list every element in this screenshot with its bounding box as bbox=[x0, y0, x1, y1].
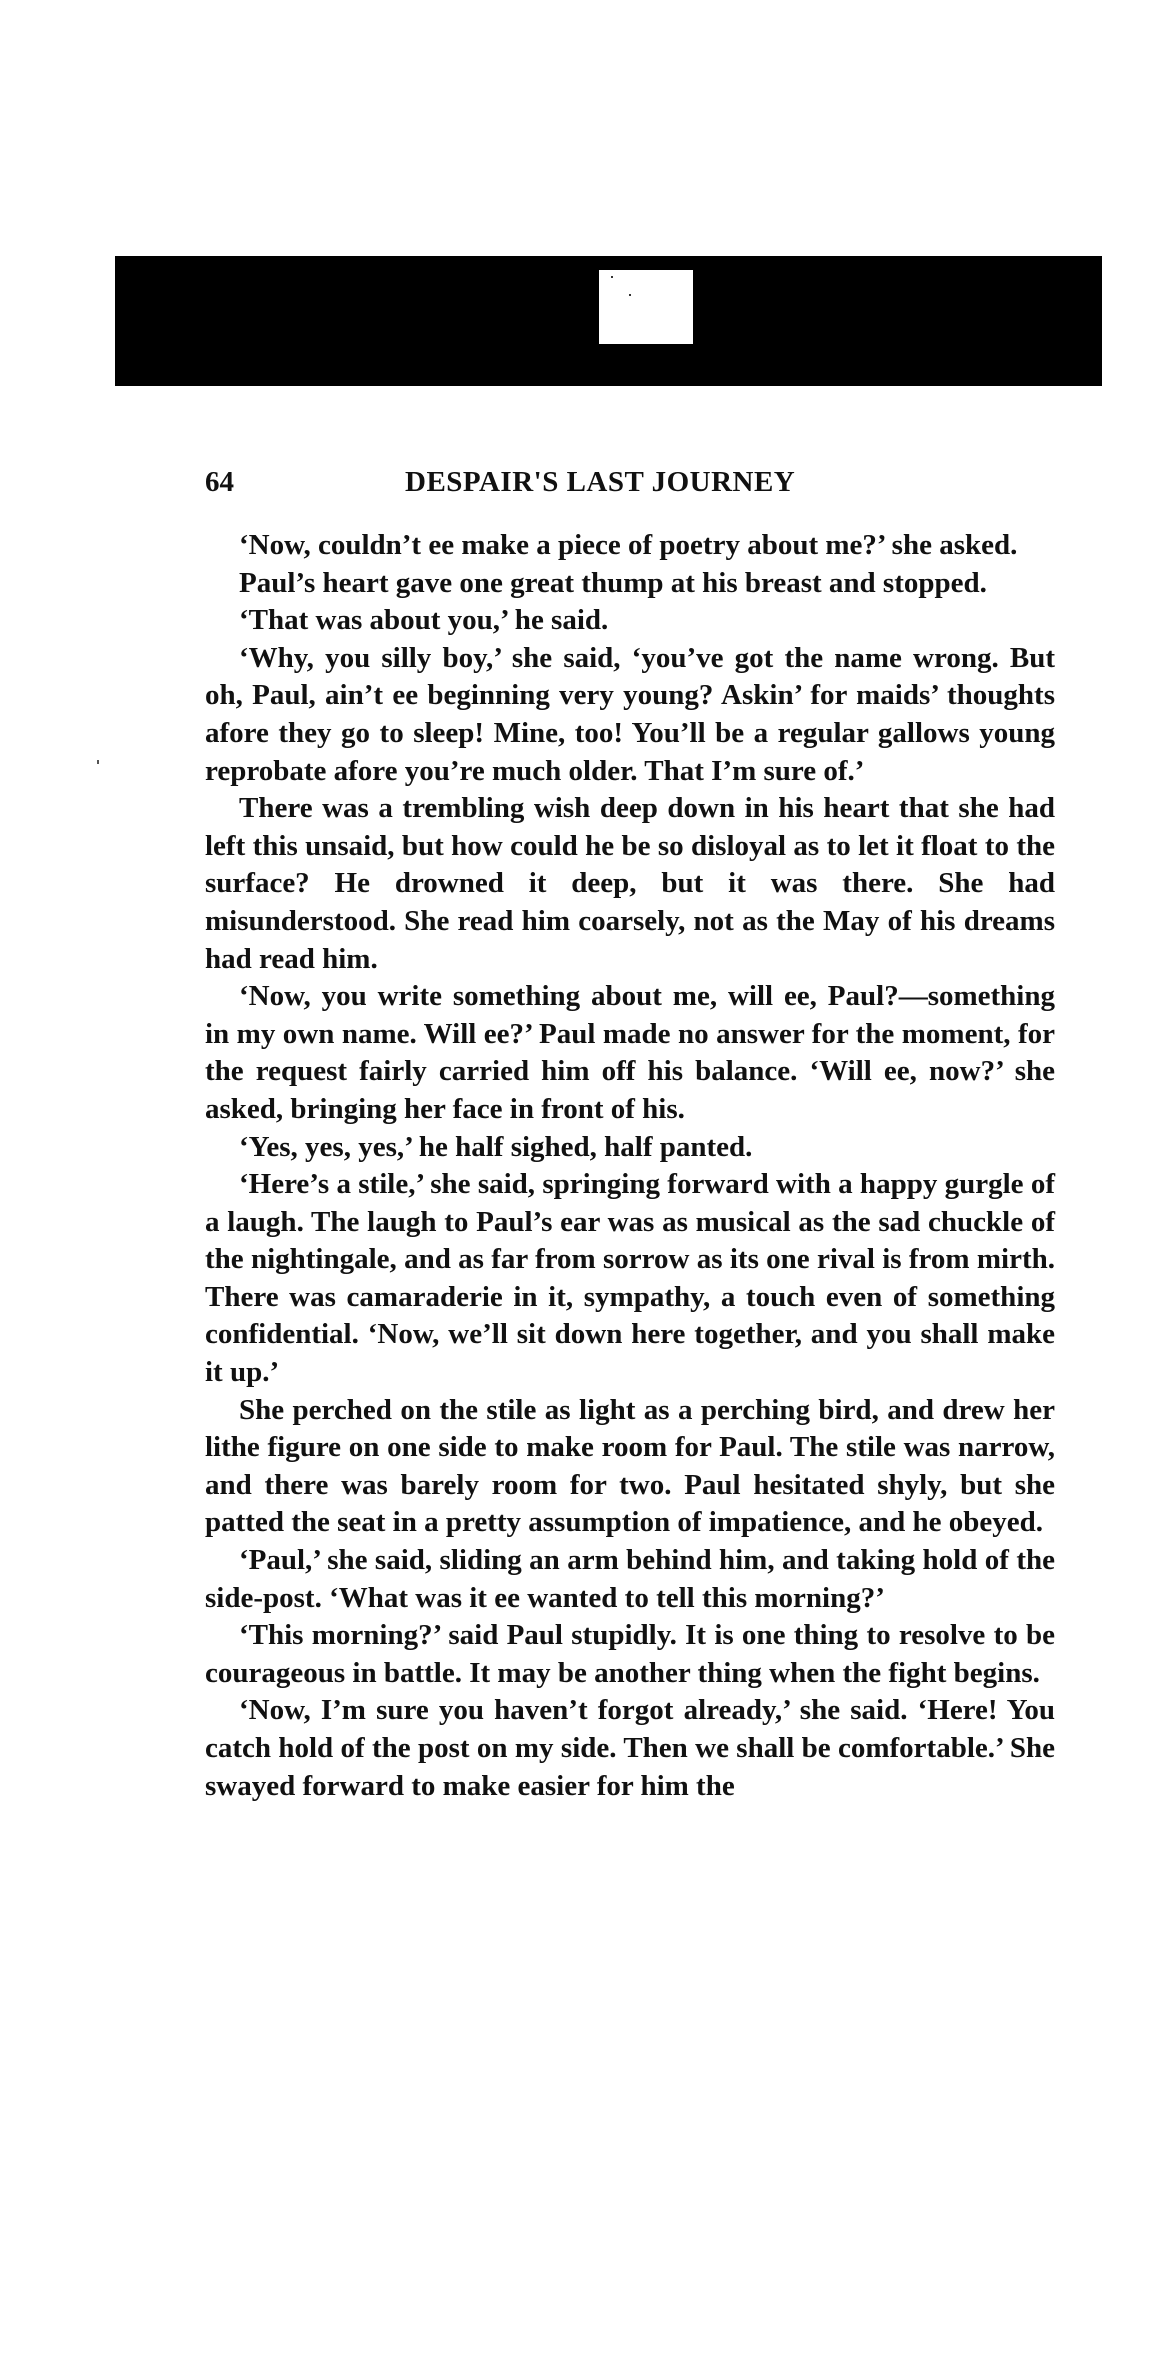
scan-black-bar bbox=[115, 256, 1102, 386]
stray-mark bbox=[97, 760, 99, 764]
paragraph: ‘Now, I’m sure you haven’t forgot already,’ she said. ‘Here! You catch hold of the post on my side. Then we shall be comfortable.’ She swayed forward to make easier for him the bbox=[205, 1694, 1055, 1802]
paragraph: ‘Now, couldn’t ee make a piece of poetry about me?’ she asked. bbox=[239, 529, 1018, 561]
body-text bbox=[205, 527, 1055, 1805]
paragraph: ‘Now, you write something about me, will ee, Paul?—something in my own name. Will ee?’ Paul made no answer for the moment, for the request fairly carried him off his balance. ‘Will ee, now?’ she asked, bringing her face in front of his. bbox=[205, 980, 1055, 1125]
bar-notch bbox=[600, 256, 710, 266]
paragraph: ‘This morning?’ said Paul stupidly. It is one thing to resolve to be courageous in battle. It may be another thing when the fight begins. bbox=[205, 1619, 1055, 1689]
paragraph: ‘That was about you,’ he said. bbox=[239, 604, 609, 637]
page-number: 64 bbox=[205, 466, 234, 498]
paragraph: ‘Why, you silly boy,’ she said, ‘you’ve got the name wrong. But oh, Paul, ain’t ee beginning very young? Askin’ for maids’ thoughts afore they go to sleep! Mine, too! You’ll be a regular gallows young reprobate afore you’re much older. That I’m sure of.’ bbox=[205, 641, 1055, 787]
scan-speck bbox=[611, 276, 613, 278]
paragraph: ‘Here’s a stile,’ she said, springing forward with a happy gurgle of a laugh. The laugh to Paul’s ear was as musical as the sad chuckle of the nightingale, and as far from sorrow as its one rival is from mirth. There was camaraderie in it, sympathy, a touch even of something confidential. ‘Now, we’ll sit down here together, and you shall make it up.’ bbox=[205, 1168, 1055, 1389]
running-head bbox=[205, 466, 1055, 506]
running-title: DESPAIR'S LAST JOURNEY bbox=[405, 466, 796, 498]
scan-white-patch bbox=[599, 270, 693, 344]
paragraph: ‘Yes, yes, yes,’ he half sighed, half panted. bbox=[239, 1130, 753, 1163]
paragraph: ‘Paul,’ she said, sliding an arm behind him, and taking hold of the side-post. ‘What was it ee wanted to tell this morning?’ bbox=[205, 1544, 1055, 1614]
paragraph: She perched on the stile as light as a perching bird, and drew her lithe figure on one side to make room for Paul. The stile was narrow, and there was barely room for two. Paul hesitated shyly, but she patted the seat in a pretty assumption of impatience, and he obeyed. bbox=[205, 1393, 1055, 1539]
scan-speck bbox=[629, 294, 631, 296]
paragraph: There was a trembling wish deep down in his heart that she had left this unsaid, but how could he be so disloyal as to let it float to the surface? He drowned it deep, but it was there. She had misunderstood. She read him coarsely, not as the May of his dreams had read him. bbox=[205, 792, 1055, 975]
paragraph: Paul’s heart gave one great thump at his breast and stopped. bbox=[239, 566, 987, 599]
